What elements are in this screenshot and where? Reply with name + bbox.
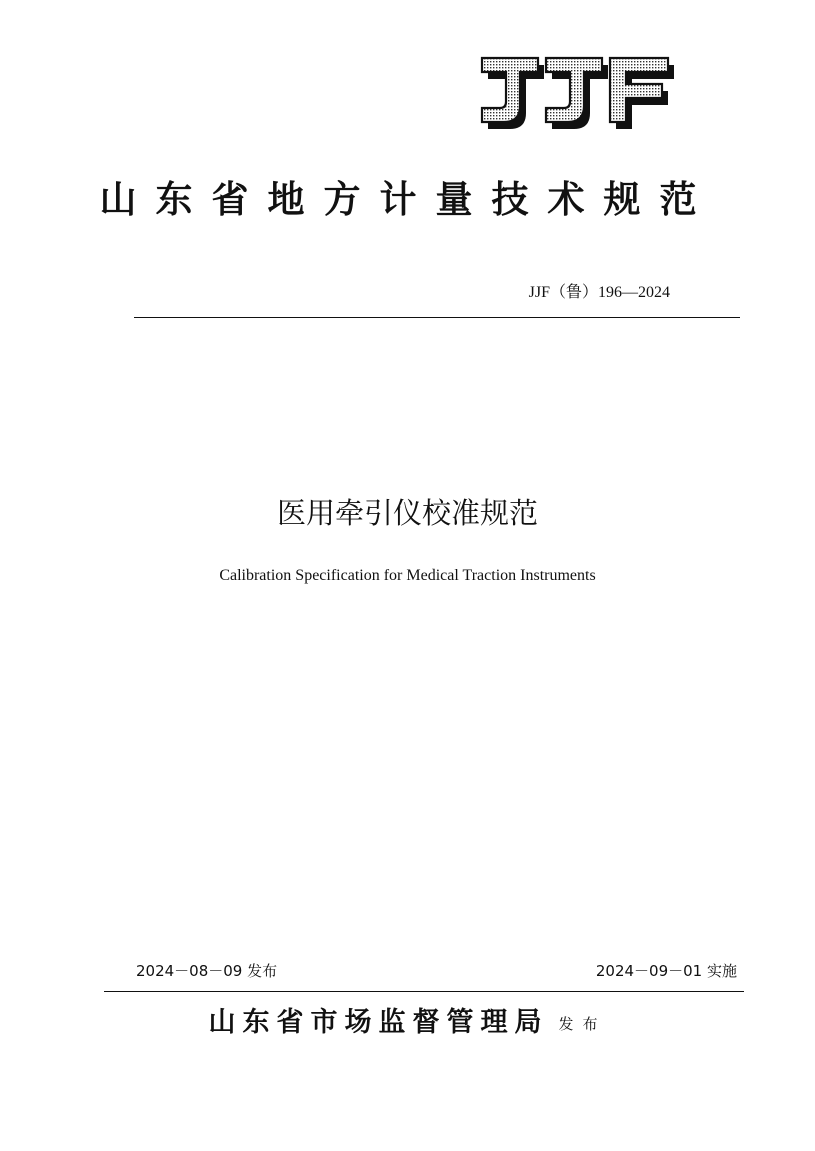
page-title: 山东省地方计量技术规范 — [99, 177, 716, 221]
issuer-suffix: 发布 — [558, 1015, 607, 1033]
standard-number: JJF（鲁）196—2024 — [528, 284, 670, 301]
document-english-title: Calibration Specification for Medical Traction Instruments — [219, 567, 596, 584]
document-title: 医用牵引仪校准规范 — [276, 496, 538, 530]
bottom-divider — [104, 991, 744, 992]
publish-date: 2024－08－09 发布 — [136, 962, 278, 980]
issuer-line — [0, 1001, 815, 1048]
implementation-date: 2024－09－01 实施 — [595, 962, 737, 980]
top-divider — [134, 317, 740, 318]
jjf-logo-icon — [478, 52, 678, 130]
issuer-name: 山东省市场监督管理局 — [208, 1007, 549, 1038]
